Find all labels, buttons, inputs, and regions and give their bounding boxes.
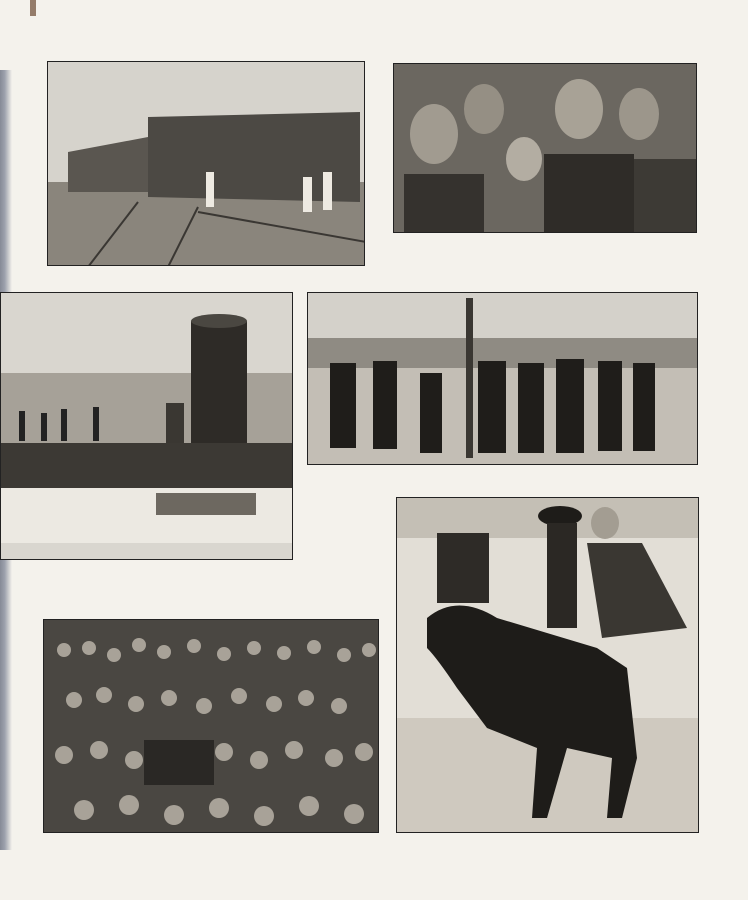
photo-abbadia-mussolini: [393, 63, 697, 233]
tape-mark: [30, 0, 36, 16]
photo-ship-funnel: [0, 292, 293, 560]
photo-crowd: [43, 619, 379, 833]
photo-segovia-wedding: [396, 497, 699, 833]
photo-lungo-tevere: [307, 292, 698, 465]
photo-train-crash: [47, 61, 365, 266]
